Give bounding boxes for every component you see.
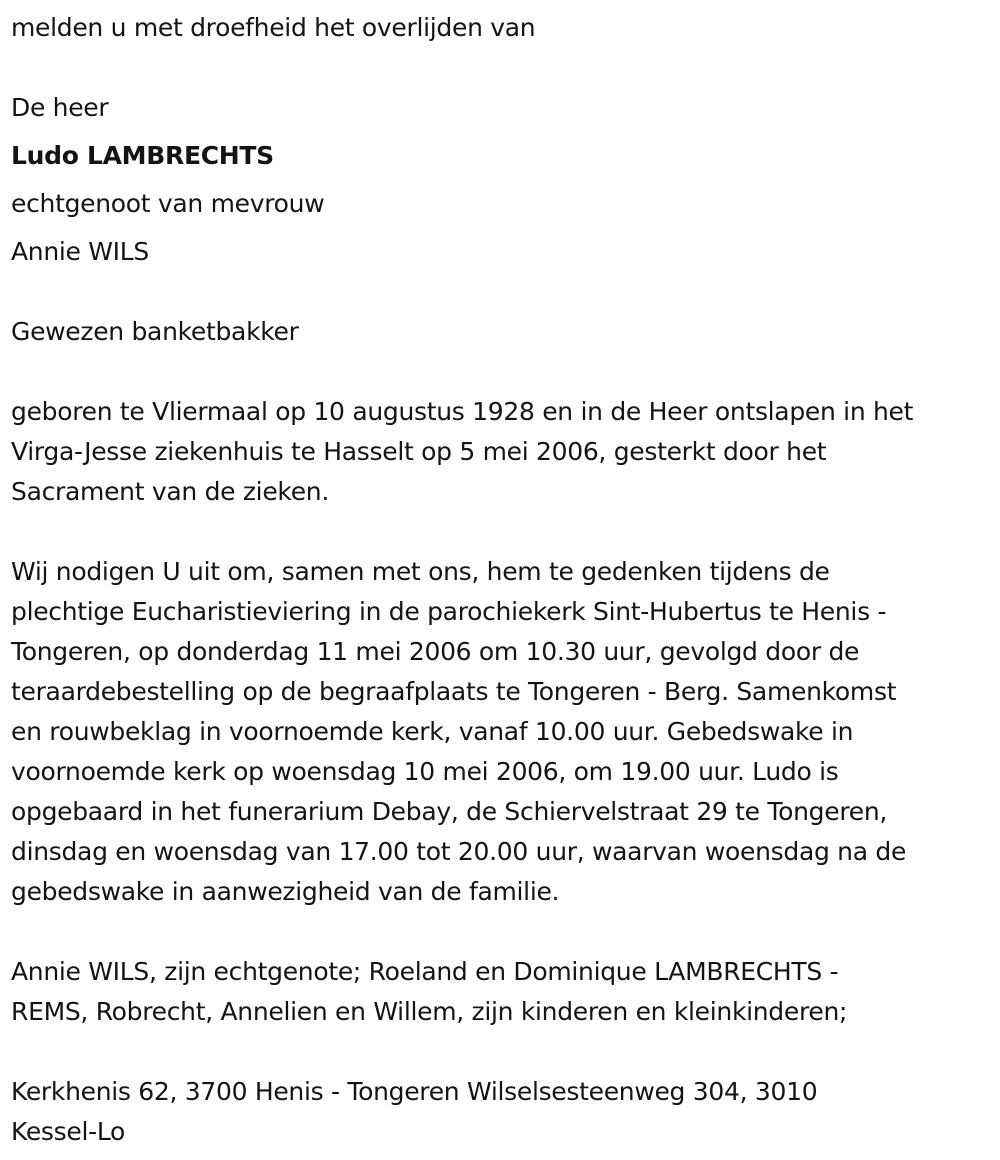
death-notice <box>11 8 996 1152</box>
paragraph-line: Wij nodigen U uit om, samen met ons, hem te gedenken tijdens de <box>11 557 830 586</box>
paragraph-line: geboren te Vliermaal op 10 augustus 1928 en in de Heer ontslapen in het <box>11 397 914 426</box>
paragraph-line: gebedswake in aanwezigheid van de familie. <box>11 877 560 906</box>
paragraph-line: Tongeren, op donderdag 11 mei 2006 om 10.30 uur, gevolgd door de <box>11 637 860 666</box>
paragraph-line: voornoemde kerk op woensdag 10 mei 2006, om 19.00 uur. Ludo is <box>11 757 839 786</box>
spouse-name: Annie WILS <box>11 237 149 266</box>
spouse-relation: echtgenoot van mevrouw <box>11 189 325 218</box>
spacer <box>11 512 996 552</box>
spacer <box>11 272 996 312</box>
paragraph-line: REMS, Robrecht, Annelien en Willem, zijn kinderen en kleinkinderen; <box>11 997 848 1026</box>
deceased-name: Ludo LAMBRECHTS <box>11 141 274 170</box>
spacer <box>11 912 996 952</box>
intro-text: melden u met droefheid het overlijden van <box>11 13 536 42</box>
paragraph-line: Sacrament van de zieken. <box>11 477 329 506</box>
spacer <box>11 1032 996 1072</box>
salutation: De heer <box>11 93 109 122</box>
paragraph-line: opgebaard in het funerarium Debay, de Schiervelstraat 29 te Tongeren, <box>11 797 888 826</box>
occupation: Gewezen banketbakker <box>11 317 299 346</box>
paragraph-line: dinsdag en woensdag van 17.00 tot 20.00 uur, waarvan woensdag na de <box>11 837 907 866</box>
paragraph-line: Virga-Jesse ziekenhuis te Hasselt op 5 mei 2006, gesterkt door het <box>11 437 827 466</box>
paragraph-line: en rouwbeklag in voornoemde kerk, vanaf 10.00 uur. Gebedswake in <box>11 717 854 746</box>
address-paragraph <box>11 1072 996 1152</box>
birth-death-paragraph <box>11 392 996 512</box>
spacer <box>11 48 996 88</box>
paragraph-line: Kerkhenis 62, 3700 Henis - Tongeren Wilselsesteenweg 304, 3010 <box>11 1077 818 1106</box>
paragraph-line: Kessel-Lo <box>11 1117 126 1146</box>
family-paragraph <box>11 952 996 1032</box>
paragraph-line: plechtige Eucharistieviering in de parochiekerk Sint-Hubertus te Henis - <box>11 597 887 626</box>
spacer <box>11 352 996 392</box>
invitation-paragraph <box>11 552 996 912</box>
paragraph-line: teraardebestelling op de begraafplaats te Tongeren - Berg. Samenkomst <box>11 677 897 706</box>
paragraph-line: Annie WILS, zijn echtgenote; Roeland en Dominique LAMBRECHTS - <box>11 957 839 986</box>
